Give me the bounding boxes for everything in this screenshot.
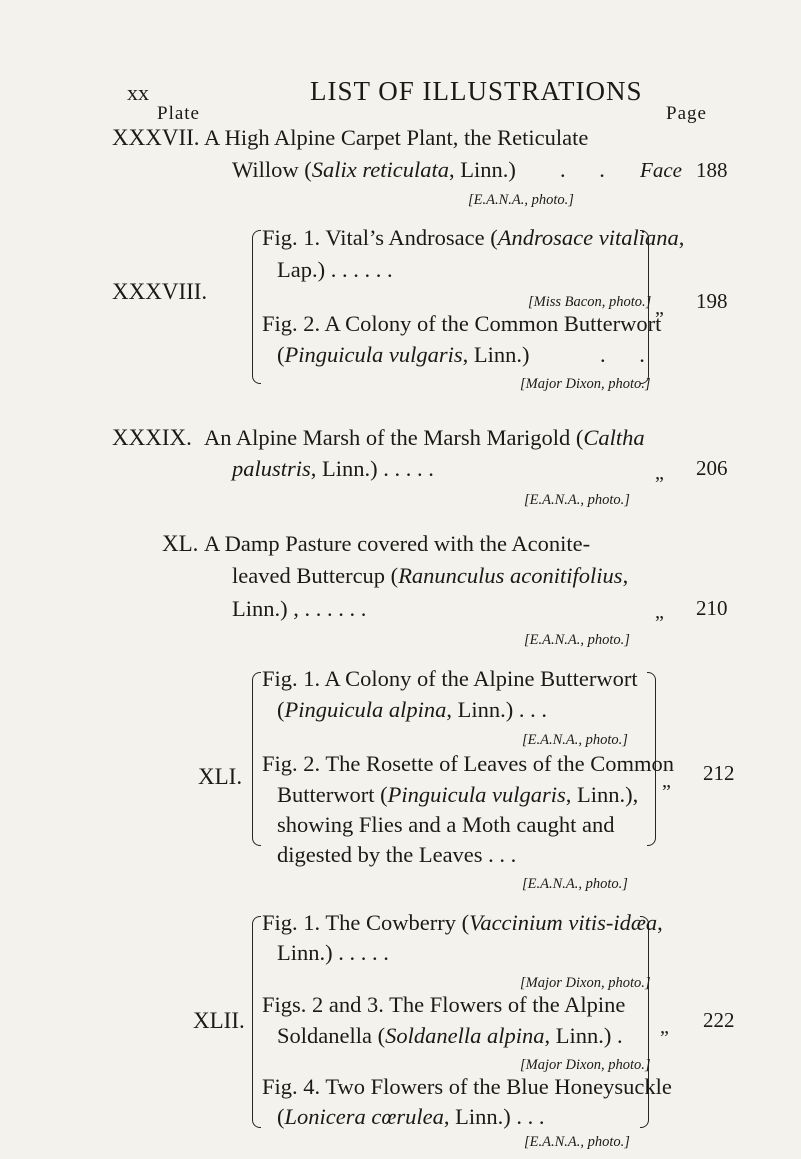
figure-caption-line: Fig. 2. The Rosette of Leaves of the Common bbox=[262, 751, 675, 776]
ditto-mark: „ bbox=[655, 601, 664, 623]
face-label: Face bbox=[640, 158, 682, 182]
left-brace bbox=[252, 672, 261, 846]
page-ref: 188 bbox=[696, 158, 728, 182]
photo-credit: [Major Dixon, photo.] bbox=[520, 1057, 651, 1073]
figure-caption-line: (Lonicera cœrulea, Linn.) . . . bbox=[277, 1104, 545, 1129]
page-ref: 212 bbox=[703, 761, 735, 785]
figure-caption-line: Butterwort (Pinguicula vulgaris, Linn.), bbox=[277, 782, 639, 807]
photo-credit: [E.A.N.A., photo.] bbox=[524, 632, 630, 648]
figure-caption-line: (Pinguicula vulgaris, Linn.) bbox=[277, 342, 530, 367]
plate-title-line: palustris, Linn.) . . . . . bbox=[232, 456, 434, 481]
figure-caption-line: Fig. 4. Two Flowers of the Blue Honeysuckle bbox=[262, 1074, 672, 1099]
photo-credit: [E.A.N.A., photo.] bbox=[524, 1134, 630, 1150]
column-header-page: Page bbox=[666, 103, 707, 124]
left-brace bbox=[252, 916, 261, 1128]
plate-title-line: A High Alpine Carpet Plant, the Reticulate bbox=[204, 125, 589, 150]
page-ref: 222 bbox=[703, 1008, 735, 1032]
figure-caption-line: Soldanella (Soldanella alpina, Linn.) . bbox=[277, 1023, 623, 1048]
figure-caption-line: Fig. 1. Vital’s Androsace (Androsace vitaliana, bbox=[262, 225, 685, 250]
plate-title-line: Linn.) , . . . . . . bbox=[232, 596, 367, 621]
photo-credit: [Major Dixon, photo.] bbox=[520, 376, 651, 392]
plate-number: XLI. bbox=[198, 764, 243, 789]
plate-title-line: A Damp Pasture covered with the Aconite- bbox=[204, 531, 591, 556]
plate-number: XL. bbox=[162, 531, 199, 556]
figure-caption-line: showing Flies and a Moth caught and bbox=[277, 812, 615, 837]
page-ref: 210 bbox=[696, 596, 728, 620]
plate-title-line: Willow (Salix reticulata, Linn.) bbox=[232, 157, 516, 182]
photo-credit: [E.A.N.A., photo.] bbox=[524, 492, 630, 508]
plate-title-line: An Alpine Marsh of the Marsh Marigold (Caltha bbox=[204, 425, 645, 450]
figure-caption-line: Fig. 1. The Cowberry (Vaccinium vitis-idæa, bbox=[262, 910, 663, 935]
running-title: LIST OF ILLUSTRATIONS bbox=[310, 76, 643, 106]
plate-number: XXXVII. bbox=[112, 125, 200, 150]
page-ref: 206 bbox=[696, 456, 728, 480]
photo-credit: [E.A.N.A., photo.] bbox=[522, 876, 628, 892]
figure-caption-line: Fig. 1. A Colony of the Alpine Butterwort bbox=[262, 666, 638, 691]
ditto-mark: „ bbox=[660, 1016, 669, 1038]
figure-caption-line: Figs. 2 and 3. The Flowers of the Alpine bbox=[262, 992, 626, 1017]
leader-dots: . . bbox=[600, 342, 659, 367]
ditto-mark: „ bbox=[655, 462, 664, 484]
plate-number: XXXIX. bbox=[112, 425, 192, 450]
column-header-plate: Plate bbox=[157, 103, 200, 124]
figure-caption-line: Fig. 2. A Colony of the Common Butterwort bbox=[262, 311, 662, 336]
page-ref: 198 bbox=[696, 289, 728, 313]
figure-caption-line: (Pinguicula alpina, Linn.) . . . bbox=[277, 697, 547, 722]
ditto-mark: „ bbox=[655, 297, 664, 319]
ditto-mark: „ bbox=[662, 770, 671, 792]
photo-credit: [E.A.N.A., photo.] bbox=[522, 732, 628, 748]
plate-number: XLII. bbox=[193, 1008, 245, 1033]
photo-credit: [E.A.N.A., photo.] bbox=[468, 192, 574, 208]
photo-credit: [Miss Bacon, photo.] bbox=[528, 294, 652, 310]
photo-credit: [Major Dixon, photo.] bbox=[520, 975, 651, 991]
page-number: xx bbox=[127, 80, 149, 105]
plate-number: XXXVIII. bbox=[112, 279, 208, 304]
figure-caption-line: Linn.) . . . . . bbox=[277, 940, 389, 965]
plate-title-line: leaved Buttercup (Ranunculus aconitifolius, bbox=[232, 563, 629, 588]
leader-dots: . . bbox=[560, 157, 619, 182]
figure-caption-line: digested by the Leaves . . . bbox=[277, 842, 517, 867]
figure-caption-line: Lap.) . . . . . . bbox=[277, 257, 393, 282]
left-brace bbox=[252, 230, 261, 384]
